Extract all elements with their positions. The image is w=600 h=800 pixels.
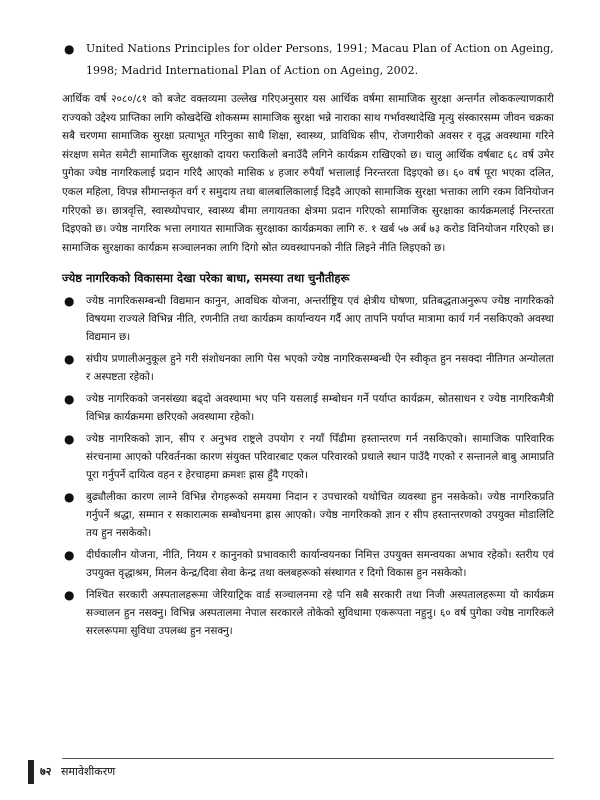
list-item-text: ज्येष्ठ नागरिकको ज्ञान, सीप र अनुभव राष्ट्रले उपयोग र नयाँ पिँढीमा हस्तान्तरण गर्न नसकिएको। सामाजिक पारिवारिक संरचनामा आएको परिवर्तनका कारण संयुक्त परिवारबाट एकल परिवारको प्रथाले स्थान पाउँदै गएको र सन्तानले बाबु आमाप्रति पूरा गर्नुपर्ने दायित्व वहन र हेरचाहमा क्रमशः ह्रास हुँदै गएको। xyxy=(86,433,554,482)
intro-paragraph: आर्थिक वर्ष २०८०/८१ को बजेट वक्तव्यमा उल्लेख गरिएअनुसार यस आर्थिक वर्षमा सामाजिक सुरक्षा अन्तर्गत लोककल्याणकारी राज्यको उद्देश्य प्राप्तिका लागि कोखदेखि शोकसम्म सामाजिक सुरक्षा भन्ने नाराका साथ गर्भावस्थादेखि मृत्यु संस्कारसम्म जीवन चक्रका सबै चरणमा सामाजिक सुरक्षा प्रत्याभूत गरिनुका साथै शिक्षा, स्वास्थ्य, प्राविधिक सीप, रोजगारीको अवसर र वृद्ध अवस्थामा गरिने संरक्षण समेत समेटी सामाजिक सुरक्षाको दायरा फराकिलो बनाउँदै लगिने कार्यक्रम राखिएको छ। चालु आर्थिक वर्षबाट ६८ वर्ष उमेर पुगेका ज्येष्ठ नागरिकलाई प्रदान गरिदै आएको मासिक ४ हजार रुपैयाँ भत्तालाई निरन्तरता दिइएको छ। ६० वर्ष पूरा भएका दलित, एकल महिला, विपन्न सीमान्तकृत वर्ग र समुदाय तथा बालबालिकालाई दिइदै आएको सामाजिक सुरक्षा भत्ताका लागि रकम विनियोजन गरिएको छ। छात्रवृत्ति, स्वास्थ्योपचार, स्वास्थ्य बीमा लगायतका क्षेत्रमा प्रदान गरिएको सामाजिक सुरक्षाका कार्यक्रमलाई निरन्तरता दिइएको छ। ज्येष्ठ नागरिक भत्ता लगायत सामाजिक सुरक्षाका कार्यक्रमका लागि रु. १ खर्ब ५७ अर्ब ७३ करोड विनियोजन गरिएको छ। सामाजिक सुरक्षाका कार्यक्रम सञ्चालनका लागि दिगो स्रोत व्यवस्थापनको नीति लिइने नीति लिइएको छ। xyxy=(62,93,554,254)
footer-divider xyxy=(62,758,554,759)
list-item-text: बुढ्यौलीका कारण लाग्ने विभिन्न रोगहरूको समयमा निदान र उपचारको यथोचित व्यवस्था हुन नसकेको। ज्येष्ठ नागरिकप्रति गर्नुपर्ने श्रद्धा, सम्मान र सकारात्मक सम्बोधनमा ह्रास आएको। ज्येष्ठ नागरिकको ज्ञान र सीप हस्तान्तरणको उपयुक्त मोडालिटि तय हुन नसकेको। xyxy=(86,491,554,540)
list-item-text: ज्येष्ठ नागरिकसम्बन्धी विद्यमान कानुन, आवधिक योजना, अन्तर्राष्ट्रिय एवं क्षेत्रीय घोषणा, प्रतिबद्धताअनुरूप ज्येष्ठ नागरिकको विषयमा राज्यले विभिन्न नीति, रणनीति तथा कार्यक्रम कार्यान्वयन गर्दै आए तापनि पर्याप्त मात्रामा कार्य गर्न नसकिएकाे अवस्था विद्यमान छ। xyxy=(86,295,554,344)
list-item xyxy=(62,390,554,426)
list-item xyxy=(62,430,554,484)
footer-marker xyxy=(28,760,34,784)
list-item xyxy=(62,292,554,346)
bullet-icon: ● xyxy=(64,432,75,447)
reference-list xyxy=(62,38,554,82)
bullet-icon: ● xyxy=(64,294,75,309)
list-item-text: संघीय प्रणालीअनुकूल हुने गरी संशोधनका लागि पेस भएको ज्येष्ठ नागरिकसम्बन्धी ऐन स्वीकृत हुन नसक्दा नीतिगत अन्योलता र अस्पष्टता रहेको। xyxy=(86,353,554,384)
reference-text: United Nations Principles for older Persons, 1991; Macau Plan of Action on Ageing, 1998; Madrid International Plan of Action on Ageing, 2002. xyxy=(86,42,554,77)
footer-title: समावेशीकरण xyxy=(60,765,116,778)
bullet-icon: ● xyxy=(64,42,75,56)
bullet-icon: ● xyxy=(64,548,75,563)
list-item xyxy=(62,546,554,582)
bullet-icon: ● xyxy=(64,490,75,505)
list-item-text: ज्येष्ठ नागरिकको जनसंख्या बढ्दो अवस्थामा भए पनि यसलाई सम्बोधन गर्ने पर्याप्त कार्यक्रम, स्रोतसाधन र ज्येष्ठ नागरिकमैत्री विभिन्न कार्यक्रममा छरिएको अवस्थामा रहेको। xyxy=(86,393,554,424)
reference-item xyxy=(62,38,554,82)
page-footer xyxy=(40,764,115,779)
bullet-icon: ● xyxy=(64,392,75,407)
section-heading: ज्येष्ठ नागरिकको विकासमा देखा परेका बाधा, समस्या तथा चुनौतीहरू xyxy=(62,271,350,286)
list-item-text: निश्चित सरकारी अस्पतालहरूमा जेरियाट्रिक वार्ड सञ्चालनमा रहे पनि सबै सरकारी तथा निजी अस्पतालहरूमा यो कार्यक्रम सञ्चालन हुन नसक्नु। विभिन्न अस्पतालमा नेपाल सरकारले तोकेको सुविधामा एकरूपता नहुनु। ६० वर्ष पुगेका ज्येष्ठ नागरिकले सरलरूपमा सुविधा उपलब्ध हुन नसक्नु। xyxy=(86,589,554,638)
list-item-text: दीर्घकालीन योजना, नीति, नियम र कानुनको प्रभावकारी कार्यान्वयनका निमित्त उपयुक्त समन्वयका अभाव रहेको। स्तरीय एवं उपयुक्त वृद्धाश्रम, मिलन केन्द्र/दिवा सेवा केन्द्र तथा क्लबहरूको संस्थागत र दिगो विकास हुन नसकेको। xyxy=(86,549,554,580)
document-page xyxy=(62,38,554,644)
list-item xyxy=(62,488,554,542)
challenges-list xyxy=(62,292,554,640)
bullet-icon: ● xyxy=(64,352,75,367)
page-number: ७२ xyxy=(40,765,52,778)
bullet-icon: ● xyxy=(64,588,75,603)
list-item xyxy=(62,586,554,640)
list-item xyxy=(62,350,554,386)
